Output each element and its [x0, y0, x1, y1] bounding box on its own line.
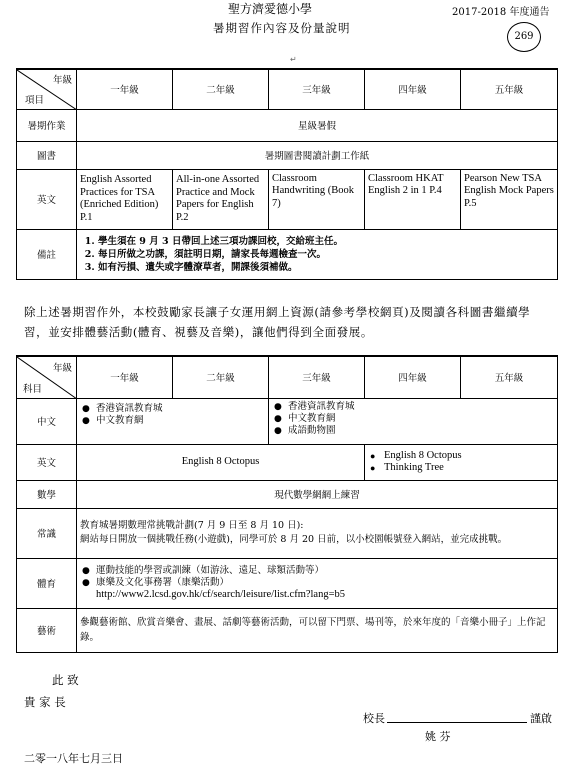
english-p4: Classroom HKAT English 2 in 1 P.4: [365, 169, 461, 229]
return-mark: ↵: [290, 55, 297, 64]
row-label-english2: 英文: [17, 444, 77, 480]
row-label-chinese: 中文: [17, 398, 77, 444]
homework-value: 星級暑假: [77, 109, 558, 141]
row-label-notes: 備註: [17, 229, 77, 279]
general-line-2: 網站每日開放一個挑戰任務(小遊戲)，同學可於 8 月 20 日前，以小校園帳號登入網站，並完成挑戰。: [80, 534, 508, 545]
notice-number: 269: [514, 31, 534, 42]
row-label-english: 英文: [17, 169, 77, 229]
corner-subject-label: 科目: [23, 383, 43, 395]
list-item: ● Thinking Tree: [384, 462, 554, 474]
chinese-upper-list: [272, 401, 554, 437]
pe-cell: [77, 558, 558, 608]
page-subtitle: 暑期習作內容及份量說明: [213, 21, 351, 35]
notes-list: [80, 235, 554, 274]
general-line-1: 教育城暑期數理常挑戰計劃(7 月 9 日至 8 月 10 日):: [80, 520, 304, 531]
english-p3: Classroom Handwriting (Book 7): [269, 169, 365, 229]
grade-header-3: 三年級: [269, 356, 365, 398]
english-p5: Pearson New TSA English Mock Papers P.5: [461, 169, 558, 229]
resources-table: [16, 355, 558, 653]
signature-line: [387, 722, 527, 723]
list-item: ● 中文教育網: [288, 413, 554, 425]
chinese-lower-list: [80, 403, 265, 427]
english-lower-value: English 8 Octopus: [77, 444, 365, 480]
chinese-lower-cell: [77, 398, 269, 444]
closing-recipient: 貴 家 長: [24, 695, 66, 709]
art-value: 參觀藝術館、欣賞音樂會、畫展、話劇等藝術活動，可以留下門票、場刊等，於來年度的「音樂小冊子」上作記錄。: [77, 608, 558, 652]
principal-name: 姚 芬: [425, 730, 451, 743]
english-p1: English Assorted Practices for TSA (Enriched Edition) P.1: [77, 169, 173, 229]
grade-header-1: 一年級: [77, 356, 173, 398]
lcsd-link[interactable]: http://www2.lcsd.gov.hk/cf/search/leisure/list.cfm?lang=b5: [96, 589, 346, 600]
list-item: ● 成語動物園: [288, 425, 554, 437]
grade-header-2: 二年級: [173, 356, 269, 398]
grade-header-1: 一年級: [77, 69, 173, 109]
grade-header-4: 四年級: [365, 69, 461, 109]
row-label-pe: 體育: [17, 558, 77, 608]
list-item: ● 香港資訊教育城: [288, 401, 554, 413]
grade-header-4: 四年級: [365, 356, 461, 398]
school-name: 聖方濟愛德小學: [228, 2, 313, 16]
list-item: ● 中文教育網: [96, 415, 265, 427]
closing-ci-zhi: 此 致: [52, 673, 79, 687]
english-upper-cell: [365, 444, 558, 480]
note-item: 1. 學生須在 9 月 3 日帶回上述三項功課回校，交給班主任。: [98, 235, 554, 248]
row-label-art: 藝術: [17, 608, 77, 652]
row-label-homework: 暑期作業: [17, 109, 77, 141]
notice-date: 二零一八年七月三日: [24, 752, 123, 765]
list-item: ● 康樂及文化事務署（康樂活動）: [96, 577, 554, 589]
note-item: 2. 每日所做之功課，須註明日期，請家長每週檢查一次。: [98, 248, 554, 261]
row-label-general: 常識: [17, 508, 77, 558]
notes-cell: [77, 229, 558, 279]
resource-paragraph: 除上述暑期習作外，本校鼓勵家長讓子女運用網上資源(請參考學校網頁)及閱讀各科圖書繼續學習，並安排體藝活動(體育、視藝及音樂)，讓他們得到全面發展。: [24, 305, 531, 339]
english-upper-list: [368, 450, 554, 474]
grade-header-2: 二年級: [173, 69, 269, 109]
grade-header-5: 五年級: [461, 69, 558, 109]
list-item: ● English 8 Octopus: [384, 450, 554, 462]
list-item: ● 運動技能的學習或訓練（如游泳、遠足、球類活動等）: [96, 565, 554, 577]
general-cell: [77, 508, 558, 558]
chinese-upper-cell: [269, 398, 558, 444]
english-p2: All-in-one Assorted Practice and Mock Papers for English P.2: [173, 169, 269, 229]
respect-label: 謹啟: [530, 712, 552, 725]
notice-number-badge: [507, 22, 541, 52]
row-label-math: 數學: [17, 480, 77, 508]
note-item: 3. 如有污損、遺失或字體潦草者，開課後須補做。: [98, 261, 554, 274]
corner-grade-label: 年級: [52, 363, 72, 374]
corner-item-label: 項目: [25, 94, 45, 106]
pe-list: [80, 565, 554, 589]
row-label-library: 圖書: [17, 141, 77, 169]
list-item: ● 香港資訊教育城: [96, 403, 265, 415]
corner-grade-label: 年級: [52, 75, 72, 86]
table1-corner-cell: [17, 69, 77, 109]
grade-header-3: 三年級: [269, 69, 365, 109]
math-value: 現代數學網網上練習: [77, 480, 558, 508]
library-value: 暑期圖書閱讀計劃工作紙: [77, 141, 558, 169]
school-year: 2017-2018 年度通告: [452, 7, 550, 18]
grade-header-5: 五年級: [461, 356, 558, 398]
principal-label: 校長: [363, 712, 385, 725]
homework-table: [16, 68, 558, 280]
table2-corner-cell: [17, 356, 77, 398]
